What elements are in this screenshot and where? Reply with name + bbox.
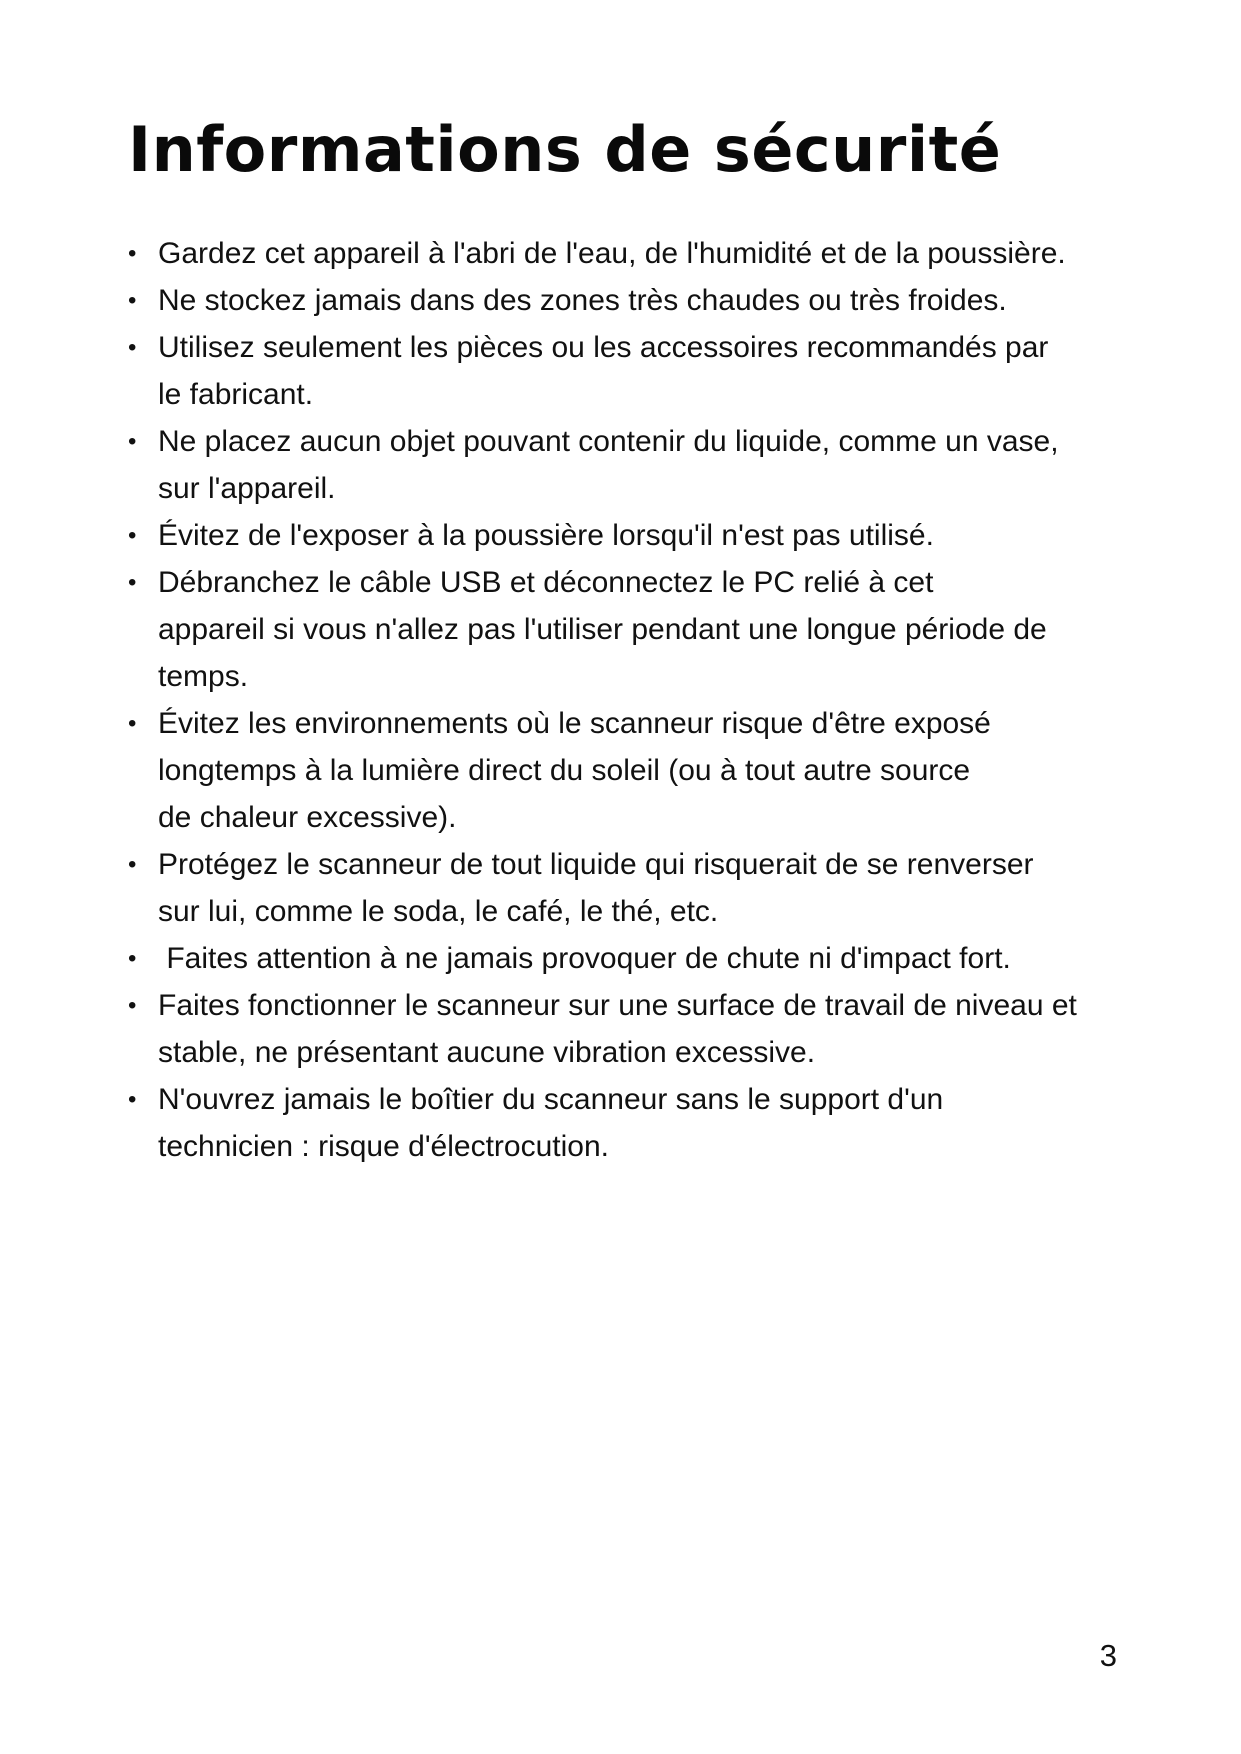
list-item — [128, 935, 1128, 982]
list-item — [128, 324, 1128, 418]
bullet-icon: • — [128, 569, 137, 596]
list-item — [128, 512, 1128, 559]
list-item-text: Faites attention à ne jamais provoquer de chute ni d'impact fort. — [158, 942, 1011, 975]
list-item-text: Ne placez aucun objet pouvant contenir du liquide, comme un vase, sur l'appareil. — [158, 425, 1059, 505]
list-item-text: Protégez le scanneur de tout liquide qui risquerait de se renverser sur lui, comme le soda, le café, le thé, etc. — [158, 848, 1034, 928]
bullet-icon: • — [128, 992, 137, 1019]
list-item — [128, 277, 1128, 324]
bullet-icon: • — [128, 522, 137, 549]
list-item-text: N'ouvrez jamais le boîtier du scanneur sans le support d'un technicien : risque d'électrocution. — [158, 1083, 944, 1163]
list-item-text: Ne stockez jamais dans des zones très chaudes ou très froides. — [158, 284, 1007, 317]
list-item-text: Évitez les environnements où le scanneur risque d'être exposé longtemps à la lumière direct du soleil (ou à tout autre source de chaleur excessive). — [158, 707, 991, 834]
bullet-icon: • — [128, 945, 137, 972]
bullet-icon: • — [128, 287, 137, 314]
bullet-icon: • — [128, 240, 137, 267]
list-item — [128, 1076, 1128, 1170]
list-item-text: Gardez cet appareil à l'abri de l'eau, de l'humidité et de la poussière. — [158, 237, 1066, 270]
list-item-text: Évitez de l'exposer à la poussière lorsqu'il n'est pas utilisé. — [158, 519, 934, 552]
list-item — [128, 559, 1128, 700]
bullet-icon: • — [128, 1086, 137, 1113]
list-item-text: Débranchez le câble USB et déconnectez le PC relié à cet appareil si vous n'allez pas l'utiliser pendant une longue période de temps. — [158, 566, 1047, 693]
list-item-text: Faites fonctionner le scanneur sur une surface de travail de niveau et stable, ne présentant aucune vibration excessive. — [158, 989, 1077, 1069]
bullet-icon: • — [128, 428, 137, 455]
list-item-text: Utilisez seulement les pièces ou les accessoires recommandés par le fabricant. — [158, 331, 1049, 411]
list-item — [128, 841, 1128, 935]
list-item — [128, 230, 1128, 277]
list-item — [128, 418, 1128, 512]
bullet-icon: • — [128, 334, 137, 361]
page-number: 3 — [1099, 1638, 1117, 1673]
bullet-icon: • — [128, 851, 137, 878]
bullet-icon: • — [128, 710, 137, 737]
list-item — [128, 700, 1128, 841]
list-item — [128, 982, 1128, 1076]
safety-list — [128, 230, 1128, 1170]
page-title: Informations de sécurité — [128, 113, 1002, 186]
